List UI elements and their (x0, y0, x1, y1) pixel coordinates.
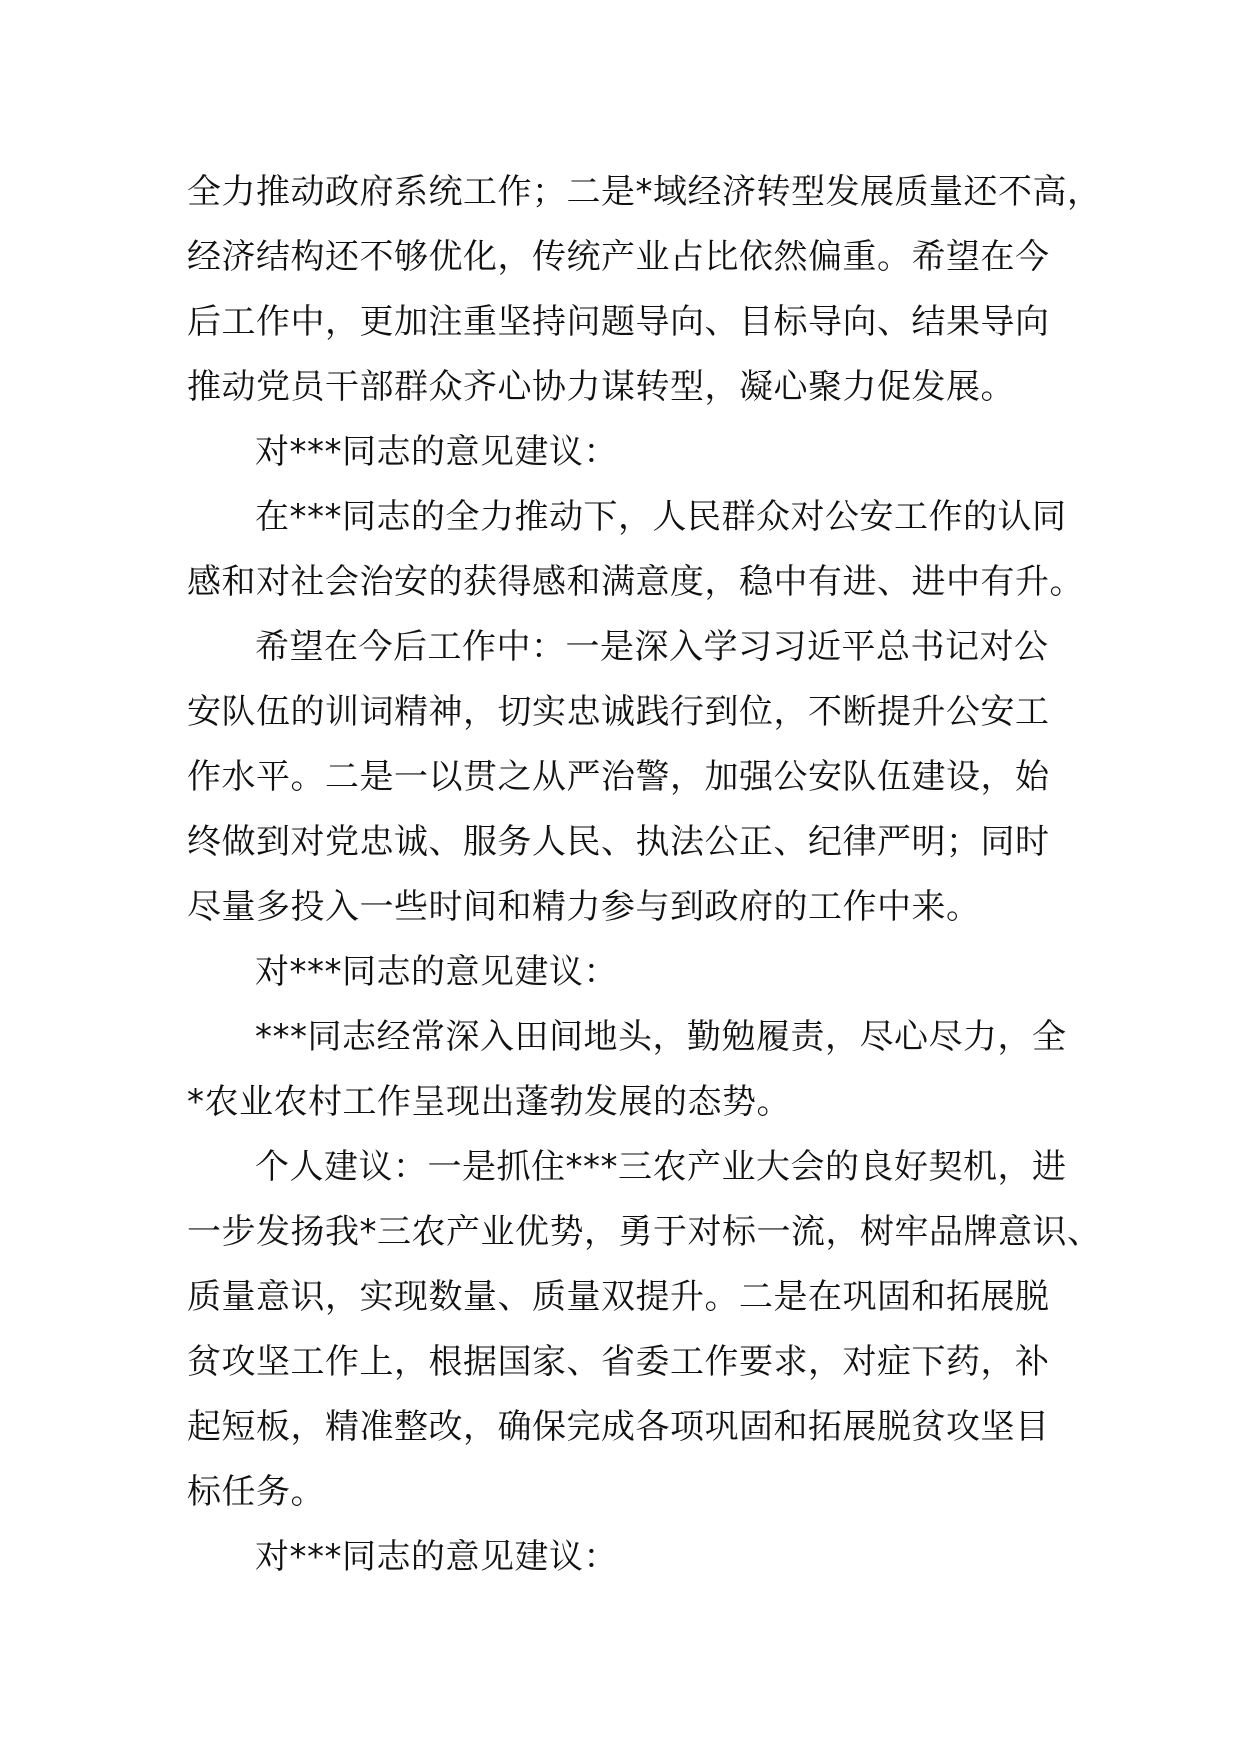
text-line: 尽量多投入一些时间和精力参与到政府的工作中来。 (187, 887, 981, 927)
text-line: 希望在今后工作中：一是深入学习习近平总书记对公 (255, 627, 1049, 667)
text-line: 经济结构还不够优化，传统产业占比依然偏重。希望在今 (187, 237, 1050, 277)
text-line: 起短板，精准整改，确保完成各项巩固和拓展脱贫攻坚目 (187, 1407, 1050, 1447)
text-line: *农业农村工作呈现出蓬勃发展的态势。 (187, 1082, 791, 1122)
text-line: 后工作中，更加注重坚持问题导向、目标导向、结果导向 (187, 302, 1050, 342)
text-line: 全力推动政府系统工作；二是*域经济转型发展质量还不高， (187, 172, 1102, 212)
document-body (187, 160, 1102, 1590)
text-line: 个人建议：一是抓住***三农产业大会的良好契机，进 (255, 1147, 1067, 1187)
text-line: 推动党员干部群众齐心协力谋转型，凝心聚力促发展。 (187, 367, 1015, 407)
text-line: 贫攻坚工作上，根据国家、省委工作要求，对症下药，补 (187, 1342, 1050, 1382)
text-line: 感和对社会治安的获得感和满意度，稳中有进、进中有升。 (187, 562, 1084, 602)
text-line: 作水平。二是一以贯之从严治警，加强公安队伍建设，始 (187, 757, 1050, 797)
text-line: 质量意识，实现数量、质量双提升。二是在巩固和拓展脱 (187, 1277, 1050, 1317)
section-heading: 对***同志的意见建议： (255, 1537, 618, 1577)
text-line: ***同志经常深入田间地头，勤勉履责，尽心尽力，全 (255, 1017, 1067, 1057)
text-line: 安队伍的训词精神，切实忠诚践行到位，不断提升公安工 (187, 692, 1050, 732)
section-heading: 对***同志的意见建议： (255, 952, 618, 992)
text-line: 在***同志的全力推动下，人民群众对公安工作的认同 (255, 497, 1067, 537)
text-line: 终做到对党忠诚、服务人民、执法公正、纪律严明；同时 (187, 822, 1050, 862)
section-heading: 对***同志的意见建议： (255, 432, 618, 472)
text-line: 一步发扬我*三农产业优势，勇于对标一流，树牢品牌意识、 (187, 1212, 1102, 1252)
text-line: 标任务。 (187, 1472, 325, 1512)
